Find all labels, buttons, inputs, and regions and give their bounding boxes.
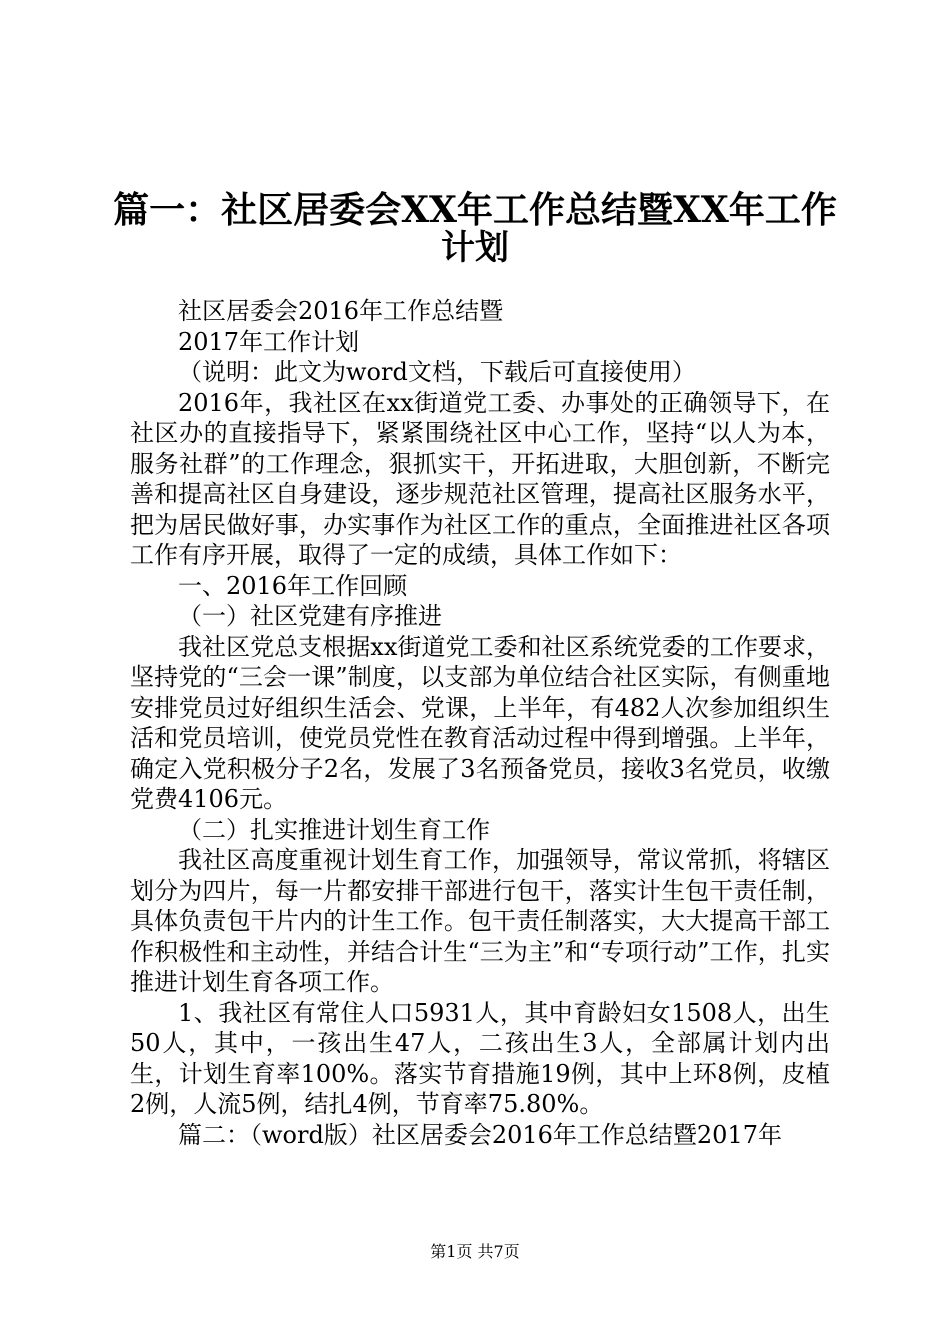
- document-title-line-2: 计划: [441, 228, 509, 268]
- paragraph-part-two: 篇二：（word版）社区居委会2016年工作总结暨2017年: [178, 1120, 782, 1149]
- section-heading-review: 一、2016年工作回顾: [178, 571, 408, 600]
- paragraph-subtitle-1: 社区居委会2016年工作总结暨: [178, 297, 504, 325]
- subsection-heading-party: （一）社区党建有序推进: [178, 602, 442, 630]
- paragraph-population: 1、我社区有常住人口5931人，其中育龄妇女1508人，出生50人，其中，一孩出生47人，二孩出生3人，全部属计划内出生，计划生育率100%。落实节育措施19例，其中上环8例，皮植2例，人流5例，结扎4例，节育率75.80%。: [130, 998, 830, 1118]
- paragraph-subtitle-2: 2017年工作计划: [178, 327, 360, 356]
- paragraph-note: （说明：此文为word文档，下载后可直接使用）: [178, 358, 696, 386]
- paragraph-intro: 2016年，我社区在xx街道党工委、办事处的正确领导下，在社区办的直接指导下，紧紧围绕社区中心工作，坚持“以人为本，服务社群”的工作理念，狠抓实干，开拓进取，大胆创新，不断完善和提高社区自身建设，逐步规范社区管理，提高社区服务水平，把为居民做好事，办实事作为社区工作的重点，全面推进社区各项工作有序开展，取得了一定的成绩，具体工作如下：: [130, 388, 830, 569]
- document-title-line-1: 篇一：社区居委会XX年工作总结暨XX年工作: [113, 189, 837, 231]
- paragraph-party-building: 我社区党总支根据xx街道党工委和社区系统党委的工作要求，坚持党的“三会一课”制度，以支部为单位结合社区实际，有侧重地安排党员过好组织生活会、党课，上半年，有482人次参加组织生活和党员培训，使党员党性在教育活动过程中得到增强。上半年，确定入党积极分子2名，发展了3名预备党员，接收3名党员，收缴党费4106元。: [130, 632, 830, 813]
- document-body: [130, 296, 830, 1150]
- subsection-heading-family-planning: （二）扎实推进计划生育工作: [178, 815, 490, 844]
- page-footer: 第1页 共7页: [430, 1242, 520, 1261]
- paragraph-family-planning: 我社区高度重视计划生育工作，加强领导，常议常抓，将辖区划分为四片，每一片都安排干部进行包干，落实计生包干责任制，具体负责包干片内的计生工作。包干责任制落实，大大提高干部工作积极性和主动性，并结合计生“三为主”和“专项行动”工作，扎实推进计划生育各项工作。: [130, 846, 830, 996]
